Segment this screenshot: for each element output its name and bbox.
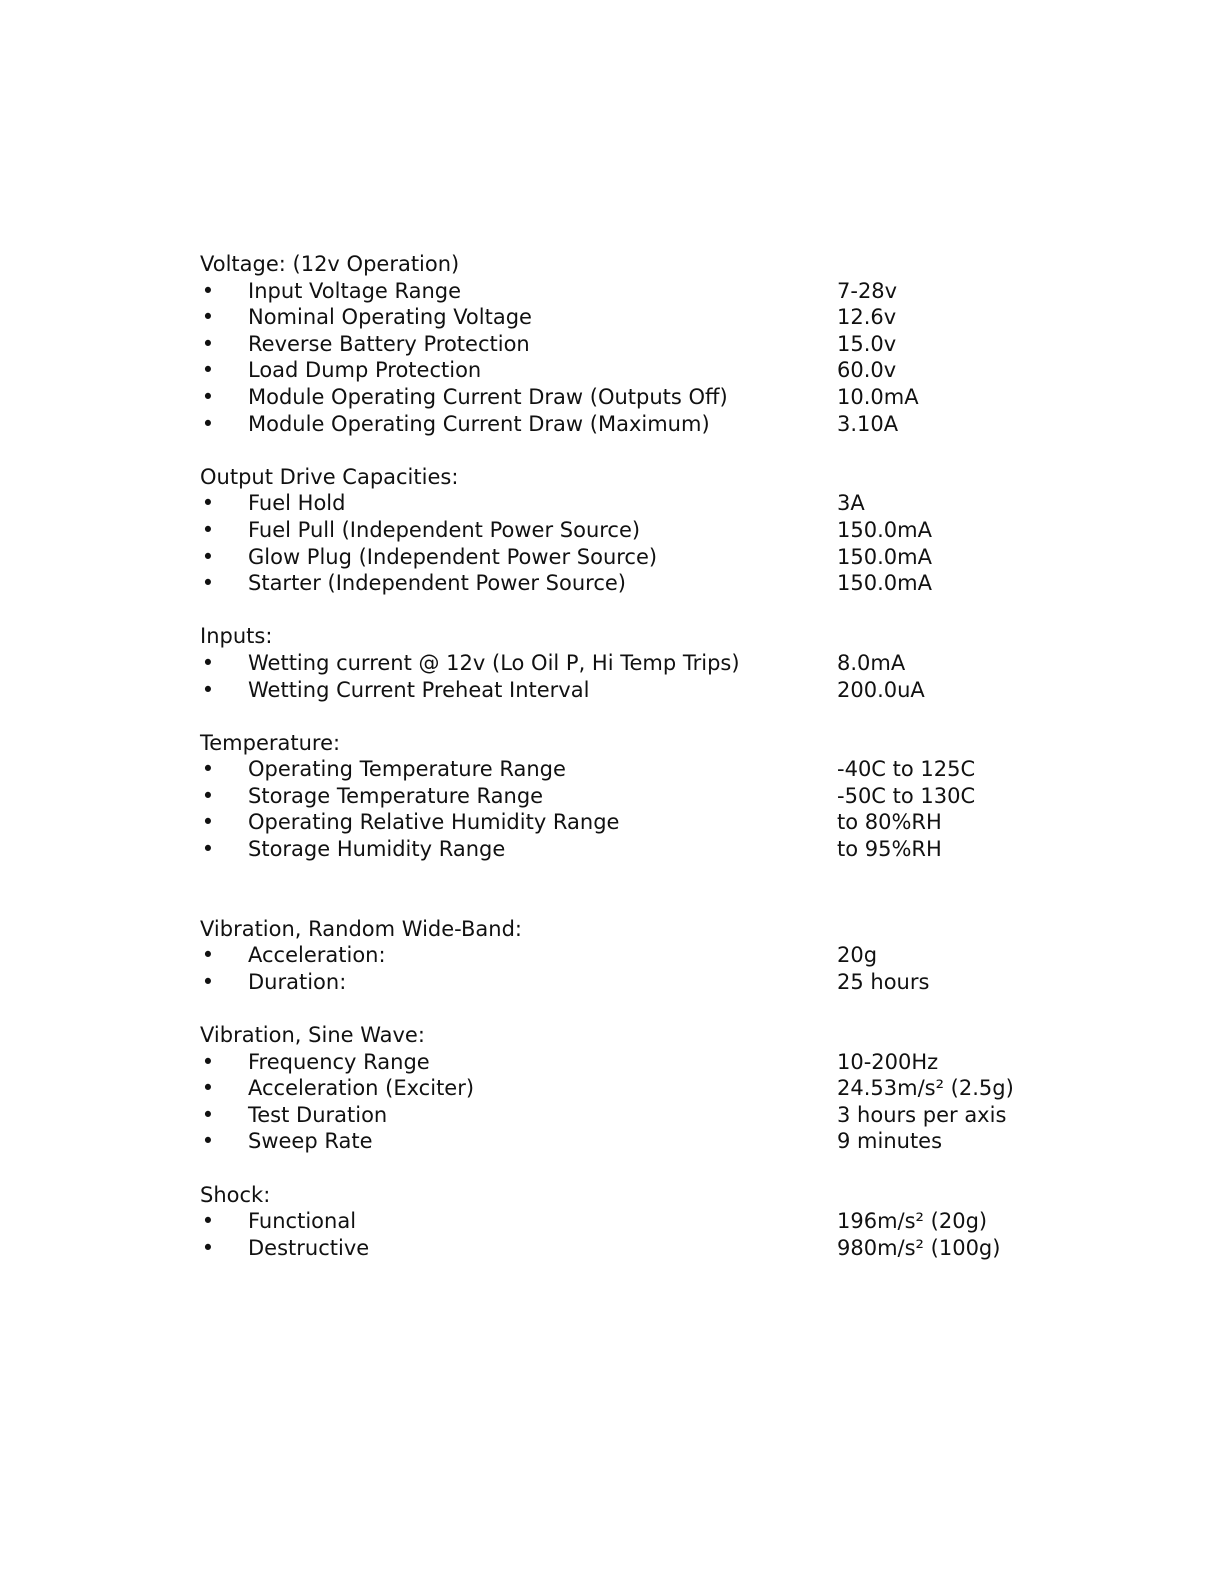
spec-value: 60.0v xyxy=(837,358,897,383)
spec-row xyxy=(200,411,1100,438)
section-heading: Shock: xyxy=(200,1182,271,1207)
spec-value: 15.0v xyxy=(837,331,897,356)
bullet-icon: • xyxy=(201,1235,215,1260)
spec-row xyxy=(200,304,1100,331)
spec-label: Acceleration (Exciter) xyxy=(248,1076,475,1101)
spec-row xyxy=(200,969,1100,996)
spec-label: Starter (Independent Power Source) xyxy=(248,571,626,596)
spec-row xyxy=(200,783,1100,810)
bullet-icon: • xyxy=(201,1049,215,1074)
spec-sheet xyxy=(200,251,1100,1261)
bullet-icon: • xyxy=(201,650,215,675)
spec-label: Wetting Current Preheat Interval xyxy=(248,677,590,702)
spec-row xyxy=(200,357,1100,384)
spec-label: Fuel Hold xyxy=(248,491,346,516)
spec-value: 24.53m/s² (2.5g) xyxy=(837,1076,1014,1101)
spec-label: Sweep Rate xyxy=(248,1129,373,1154)
section-temperature xyxy=(200,730,1100,863)
spec-row xyxy=(200,384,1100,411)
spec-value: 3 hours per axis xyxy=(837,1102,1007,1127)
section-heading: Inputs: xyxy=(200,624,273,649)
spec-row xyxy=(200,1102,1100,1129)
spec-label: Input Voltage Range xyxy=(248,278,462,303)
spec-label: Acceleration: xyxy=(248,943,386,968)
spec-value: 3A xyxy=(837,491,865,516)
spec-value: 25 hours xyxy=(837,969,930,994)
spec-row xyxy=(200,331,1100,358)
spec-label: Nominal Operating Voltage xyxy=(248,305,532,330)
spec-row xyxy=(200,490,1100,517)
spec-value: 196m/s² (20g) xyxy=(837,1209,988,1234)
bullet-icon: • xyxy=(201,969,215,994)
spec-label: Frequency Range xyxy=(248,1049,430,1074)
spec-value: to 95%RH xyxy=(837,837,942,862)
spec-value: 150.0mA xyxy=(837,571,932,596)
spec-label: Destructive xyxy=(248,1235,370,1260)
spec-row xyxy=(200,677,1100,704)
spec-row xyxy=(200,1075,1100,1102)
spec-label: Storage Temperature Range xyxy=(248,783,544,808)
section-output-drive xyxy=(200,464,1100,597)
spec-label: Storage Humidity Range xyxy=(248,837,506,862)
spec-value: 20g xyxy=(837,943,878,968)
spec-row xyxy=(200,942,1100,969)
bullet-icon: • xyxy=(201,331,215,356)
spec-value: 8.0mA xyxy=(837,650,906,675)
spec-row xyxy=(200,517,1100,544)
spec-row xyxy=(200,836,1100,863)
spec-label: Test Duration xyxy=(248,1102,388,1127)
spec-label: Duration: xyxy=(248,969,347,994)
bullet-icon: • xyxy=(201,757,215,782)
spec-value: 10-200Hz xyxy=(837,1049,939,1074)
spec-value: -40C to 125C xyxy=(837,757,976,782)
bullet-icon: • xyxy=(201,305,215,330)
spec-value: to 80%RH xyxy=(837,810,942,835)
spec-label: Operating Temperature Range xyxy=(248,757,566,782)
bullet-icon: • xyxy=(201,544,215,569)
bullet-icon: • xyxy=(201,1102,215,1127)
spec-label: Module Operating Current Draw (Outputs Off) xyxy=(248,384,728,409)
section-heading: Temperature: xyxy=(200,730,341,755)
spec-row xyxy=(200,756,1100,783)
bullet-icon: • xyxy=(201,837,215,862)
spec-label: Operating Relative Humidity Range xyxy=(248,810,620,835)
section-shock xyxy=(200,1182,1100,1262)
bullet-icon: • xyxy=(201,783,215,808)
bullet-icon: • xyxy=(201,1076,215,1101)
bullet-icon: • xyxy=(201,384,215,409)
section-vibration-random xyxy=(200,916,1100,996)
spec-row xyxy=(200,650,1100,677)
spec-row xyxy=(200,544,1100,571)
spec-value: 12.6v xyxy=(837,305,897,330)
bullet-icon: • xyxy=(201,571,215,596)
section-heading: Vibration, Sine Wave: xyxy=(200,1023,425,1048)
spec-value: 150.0mA xyxy=(837,544,932,569)
bullet-icon: • xyxy=(201,517,215,542)
spec-label: Glow Plug (Independent Power Source) xyxy=(248,544,658,569)
spec-row xyxy=(200,1208,1100,1235)
spec-row xyxy=(200,1128,1100,1155)
section-voltage xyxy=(200,251,1100,437)
bullet-icon: • xyxy=(201,677,215,702)
spec-row xyxy=(200,570,1100,597)
spec-row xyxy=(200,278,1100,305)
spec-row xyxy=(200,1049,1100,1076)
spec-value: 200.0uA xyxy=(837,677,925,702)
bullet-icon: • xyxy=(201,1129,215,1154)
section-vibration-sine xyxy=(200,1022,1100,1155)
bullet-icon: • xyxy=(201,943,215,968)
spec-value: 9 minutes xyxy=(837,1129,943,1154)
spec-label: Reverse Battery Protection xyxy=(248,331,530,356)
spec-value: 7-28v xyxy=(837,278,898,303)
bullet-icon: • xyxy=(201,491,215,516)
spec-label: Functional xyxy=(248,1209,357,1234)
spec-label: Module Operating Current Draw (Maximum) xyxy=(248,411,710,436)
spec-value: -50C to 130C xyxy=(837,783,976,808)
bullet-icon: • xyxy=(201,278,215,303)
spec-label: Load Dump Protection xyxy=(248,358,482,383)
bullet-icon: • xyxy=(201,810,215,835)
spec-row xyxy=(200,809,1100,836)
spec-value: 10.0mA xyxy=(837,384,919,409)
bullet-icon: • xyxy=(201,1209,215,1234)
section-heading: Voltage: (12v Operation) xyxy=(200,252,460,276)
spec-value: 3.10A xyxy=(837,411,899,436)
spec-label: Fuel Pull (Independent Power Source) xyxy=(248,517,641,542)
spec-row xyxy=(200,1235,1100,1262)
bullet-icon: • xyxy=(201,411,215,436)
spec-value: 980m/s² (100g) xyxy=(837,1235,1001,1260)
section-heading: Vibration, Random Wide-Band: xyxy=(200,916,522,941)
spec-label: Wetting current @ 12v (Lo Oil P, Hi Temp Trips) xyxy=(248,650,740,675)
bullet-icon: • xyxy=(201,358,215,383)
spec-value: 150.0mA xyxy=(837,517,932,542)
section-heading: Output Drive Capacities: xyxy=(200,464,459,489)
section-inputs xyxy=(200,623,1100,703)
